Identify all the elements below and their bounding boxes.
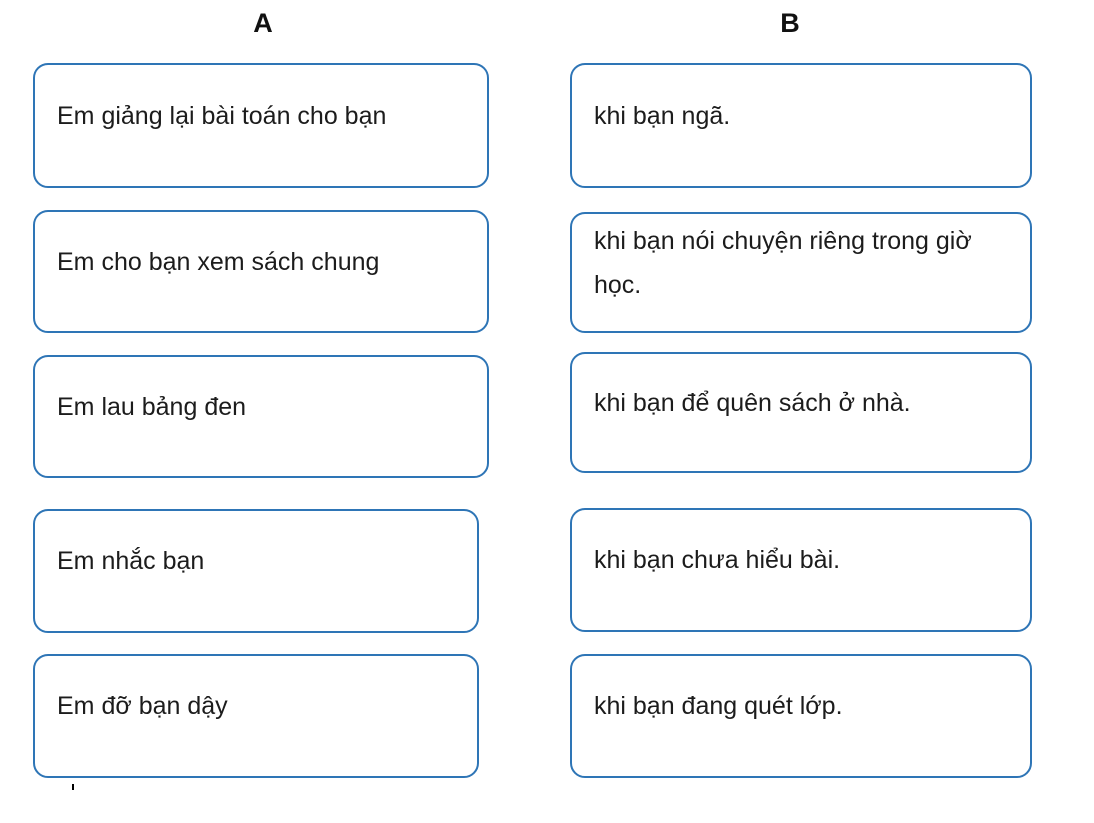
- match-card-a-5[interactable]: [33, 654, 479, 778]
- column-b-header: B: [780, 8, 800, 38]
- match-card-b-3[interactable]: [570, 352, 1032, 473]
- match-card-a-4-label: Em nhắc bạn: [57, 547, 205, 575]
- column-a-header: A: [253, 8, 273, 38]
- match-card-a-4[interactable]: [33, 509, 479, 633]
- match-card-a-5-label: Em đỡ bạn dậy: [57, 692, 228, 720]
- match-card-b-4[interactable]: [570, 508, 1032, 632]
- match-card-a-1[interactable]: [33, 63, 489, 188]
- match-card-a-1-label: Em giảng lại bài toán cho bạn: [57, 101, 387, 130]
- match-card-b-2[interactable]: [570, 212, 1032, 333]
- match-card-a-2[interactable]: [33, 210, 489, 333]
- match-card-a-3-label: Em lau bảng đen: [57, 392, 247, 421]
- match-card-b-5[interactable]: [570, 654, 1032, 778]
- match-card-b-4-label: khi bạn chưa hiểu bài.: [594, 546, 841, 574]
- stray-mark: [72, 784, 74, 790]
- match-card-b-2-label: khi bạn nói chuyện riêng trong giờ học.: [594, 226, 972, 299]
- match-card-a-2-label: Em cho bạn xem sách chung: [57, 247, 380, 276]
- match-card-b-1[interactable]: [570, 63, 1032, 188]
- match-card-b-1-label: khi bạn ngã.: [594, 101, 731, 130]
- match-card-b-5-label: khi bạn đang quét lớp.: [594, 692, 843, 720]
- match-card-a-3[interactable]: [33, 355, 489, 478]
- match-card-b-3-label: khi bạn để quên sách ở nhà.: [594, 388, 911, 417]
